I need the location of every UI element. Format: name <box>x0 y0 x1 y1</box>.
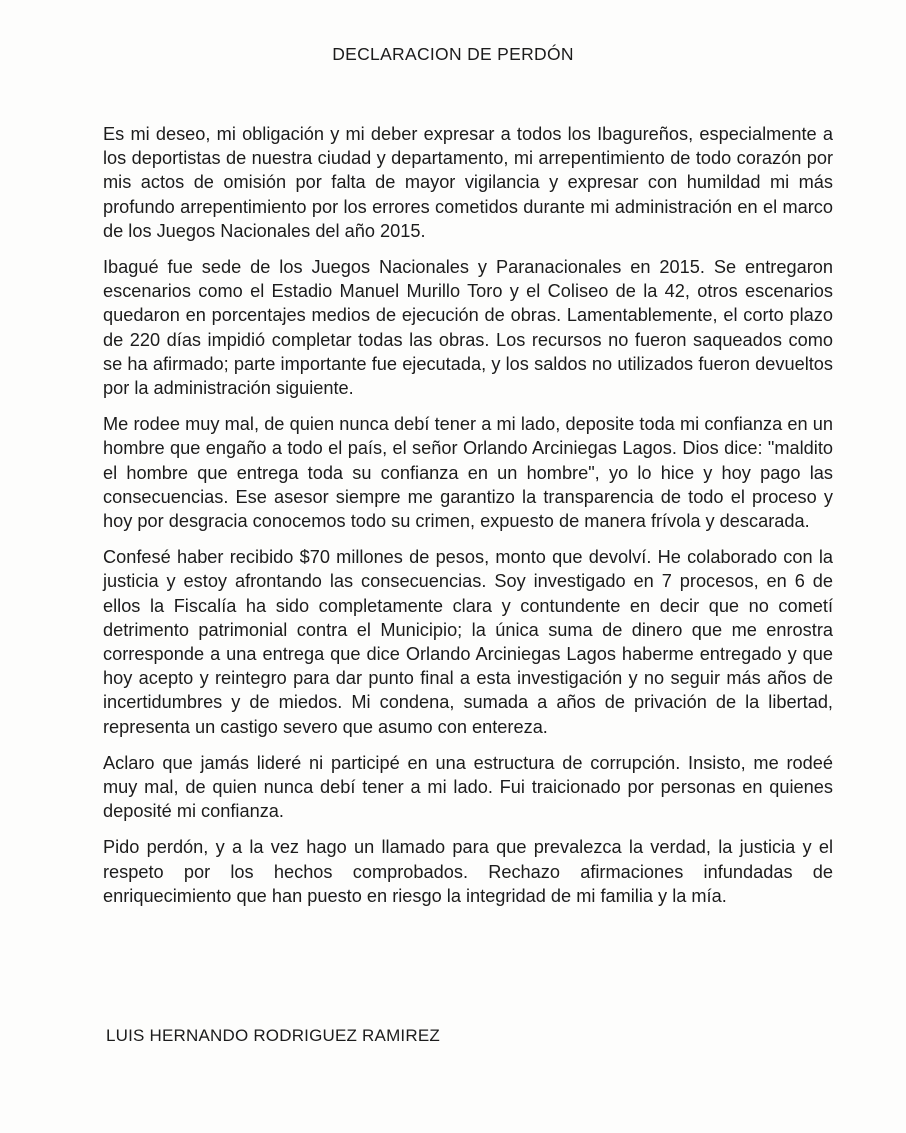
document-body <box>103 122 833 920</box>
paragraph-advisor: Me rodee muy mal, de quien nunca debí tener a mi lado, deposite toda mi confianza en un hombre que engaño a todo el país, el señor Orlando Arciniegas Lagos. Dios dice: "maldito el hombre que entrega toda su confianza en un hombre", yo lo hice y hoy pago las consecuencias. Ese asesor siempre me garantizo la transparencia de todo el proceso y hoy por desgracia conocemos todo su crimen, expuesto de manera frívola y descarada. <box>103 414 833 532</box>
signature-name: LUIS HERNANDO RODRIGUEZ RAMIREZ <box>106 1026 440 1045</box>
paragraph-clarification: Aclaro que jamás lideré ni participé en una estructura de corrupción. Insisto, me rodeé muy mal, de quien nunca debí tener a mi lado. Fui traicionado por personas en quienes deposité mi confianza. <box>103 752 833 822</box>
paragraph-apology: Es mi deseo, mi obligación y mi deber expresar a todos los Ibagureños, especialmente a los deportistas de nuestra ciudad y departamento, mi arrepentimiento de todo corazón por mis actos de omisión por falta de mayor vigilancia y expresar con humildad mi más profundo arrepentimiento por los errores cometidos durante mi administración en el marco de los Juegos Nacionales del año 2015. <box>103 124 833 241</box>
paragraph-closing: Pido perdón, y a la vez hago un llamado para que prevalezca la verdad, la justicia y el respeto por los hechos comprobados. Rechazo afirmaciones infundadas de enriquecimiento que han puesto en riesgo la integridad de mi familia y la mía. <box>103 837 833 906</box>
document-title: DECLARACION DE PERDÓN <box>332 44 574 64</box>
paragraph-games-context: Ibagué fue sede de los Juegos Nacionales y Paranacionales en 2015. Se entregaron escenarios como el Estadio Manuel Murillo Toro y el Coliseo de la 42, otros escenarios quedaron en porcentajes medios de ejecución de obras. Lamentablemente, el corto plazo de 220 días impidió completar todas las obras. Los recursos no fueron saqueados como se ha afirmado; parte importante fue ejecutada, y los saldos no utilizados fueron devueltos por la administración siguiente. <box>103 257 833 399</box>
paragraph-confession: Confesé haber recibido $70 millones de pesos, monto que devolví. He colaborado con la justicia y estoy afrontando las consecuencias. Soy investigado en 7 procesos, en 6 de ellos la Fiscalía ha sido completamente clara y contundente en decir que no cometí detrimento patrimonial contra el Municipio; la única suma de dinero que me enrostra corresponde a una entrega que dice Orlando Arciniegas Lagos haberme entregado y que hoy acepto y reintegro para dar punto final a esta investigación y no seguir más años de incertidumbres y de miedos. Mi condena, sumada a años de privación de la libertad, representa un castigo severo que asumo con entereza. <box>103 547 833 737</box>
